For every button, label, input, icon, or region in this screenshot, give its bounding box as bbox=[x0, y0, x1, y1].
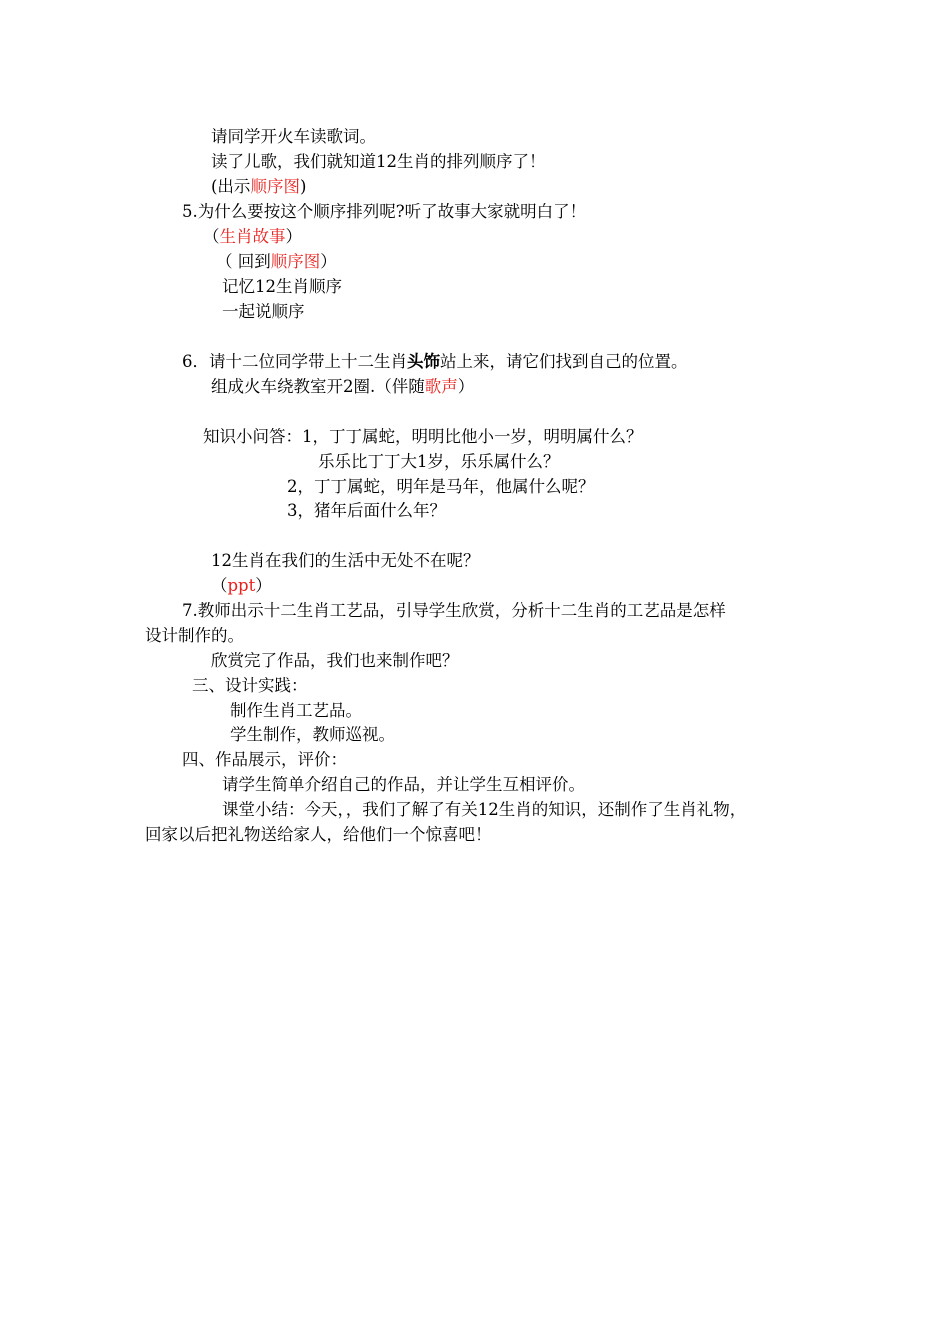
line-text: 记忆12生肖顺序 bbox=[222, 277, 342, 296]
line-say-order bbox=[222, 301, 305, 323]
line-text: 一起说顺序 bbox=[222, 302, 305, 321]
line-text: (出示 bbox=[211, 177, 251, 196]
line-text: 四、作品展示，评价： bbox=[182, 750, 347, 769]
line-text: ） bbox=[320, 252, 337, 271]
line-read-lyrics bbox=[211, 126, 376, 148]
line-text: 制作生肖工艺品。 bbox=[230, 701, 362, 720]
line-text: 站上来，请它们找到自己的位置。 bbox=[440, 352, 688, 371]
line-text: ) bbox=[299, 177, 307, 196]
line-text: ） bbox=[285, 227, 302, 246]
step-5-heading bbox=[182, 201, 586, 223]
line-text: 3，猪年后面什么年？ bbox=[287, 501, 446, 520]
quiz-question-1b bbox=[318, 451, 560, 473]
line-text: ） bbox=[255, 576, 272, 595]
section-4-heading bbox=[182, 749, 347, 771]
line-text: 请学生简单介绍自己的作品，并让学生互相评价。 bbox=[222, 775, 585, 794]
quiz-question-2 bbox=[287, 476, 595, 498]
step-6-heading bbox=[182, 351, 688, 373]
line-text: 组成火车绕教室开2圈.（伴随 bbox=[211, 377, 425, 396]
line-order-known bbox=[211, 151, 546, 173]
line-zodiac-everywhere bbox=[211, 550, 480, 572]
line-text: 欣赏完了作品，我们也来制作吧？ bbox=[211, 651, 459, 670]
quiz-question-3 bbox=[287, 500, 446, 522]
line-text: 课堂小结：今天，，我们了解了有关12生肖的知识，还制作了生肖礼物， bbox=[222, 800, 747, 819]
step-7-heading bbox=[182, 600, 726, 622]
line-text: 设计制作的。 bbox=[145, 626, 244, 645]
line-show-order-chart bbox=[211, 176, 306, 198]
line-text: （ bbox=[211, 576, 228, 595]
line-text: 2，丁丁属蛇，明年是马年，他属什么呢？ bbox=[287, 477, 595, 496]
order-chart-link[interactable]: 顺序图 bbox=[250, 177, 300, 196]
line-students-make bbox=[230, 724, 395, 746]
order-chart-link[interactable]: 顺序图 bbox=[270, 252, 321, 271]
line-text: 读了儿歌，我们就知道12生肖的排列顺序了！ bbox=[211, 152, 546, 171]
step-7-continued bbox=[145, 625, 244, 647]
line-text: ） bbox=[457, 377, 475, 396]
line-text: 知识小问答：1，丁丁属蛇，明明比他小一岁，明明属什么？ bbox=[203, 427, 643, 446]
line-text: （ 回到 bbox=[216, 252, 271, 271]
line-text: 三、设计实践： bbox=[192, 676, 308, 695]
line-text: 回家以后把礼物送给家人，给他们一个惊喜吧！ bbox=[145, 825, 492, 844]
line-lets-make bbox=[211, 650, 459, 672]
line-make-crafts bbox=[230, 700, 362, 722]
quiz-question-1 bbox=[203, 426, 643, 448]
line-train-circle bbox=[211, 376, 474, 398]
song-link[interactable]: 歌声 bbox=[424, 377, 458, 396]
line-summary bbox=[222, 799, 746, 821]
line-text: 乐乐比丁丁大1岁，乐乐属什么？ bbox=[318, 452, 560, 471]
section-3-heading bbox=[192, 675, 308, 697]
line-ppt bbox=[211, 575, 272, 597]
line-summary-continued bbox=[145, 824, 492, 846]
headwear-emphasis: 头饰 bbox=[407, 352, 440, 371]
line-text: 5.为什么要按这个顺序排列呢?听了故事大家就明白了！ bbox=[182, 202, 587, 221]
line-text: 6．请十二位同学带上十二生肖 bbox=[182, 352, 407, 371]
line-text: 学生制作，教师巡视。 bbox=[230, 725, 395, 744]
zodiac-story-link[interactable]: 生肖故事 bbox=[219, 227, 286, 246]
ppt-link[interactable]: ppt bbox=[227, 576, 256, 595]
line-text: 7.教师出示十二生肖工艺品，引导学生欣赏，分析十二生肖的工艺品是怎样 bbox=[182, 601, 726, 620]
line-back-to-order-chart bbox=[216, 251, 337, 273]
line-remember-order bbox=[222, 276, 342, 298]
line-zodiac-story bbox=[203, 226, 302, 248]
line-text: 请同学开火车读歌词。 bbox=[211, 127, 376, 146]
line-introduce-works bbox=[222, 774, 585, 796]
line-text: 12生肖在我们的生活中无处不在呢？ bbox=[211, 551, 480, 570]
line-text: （ bbox=[203, 227, 220, 246]
